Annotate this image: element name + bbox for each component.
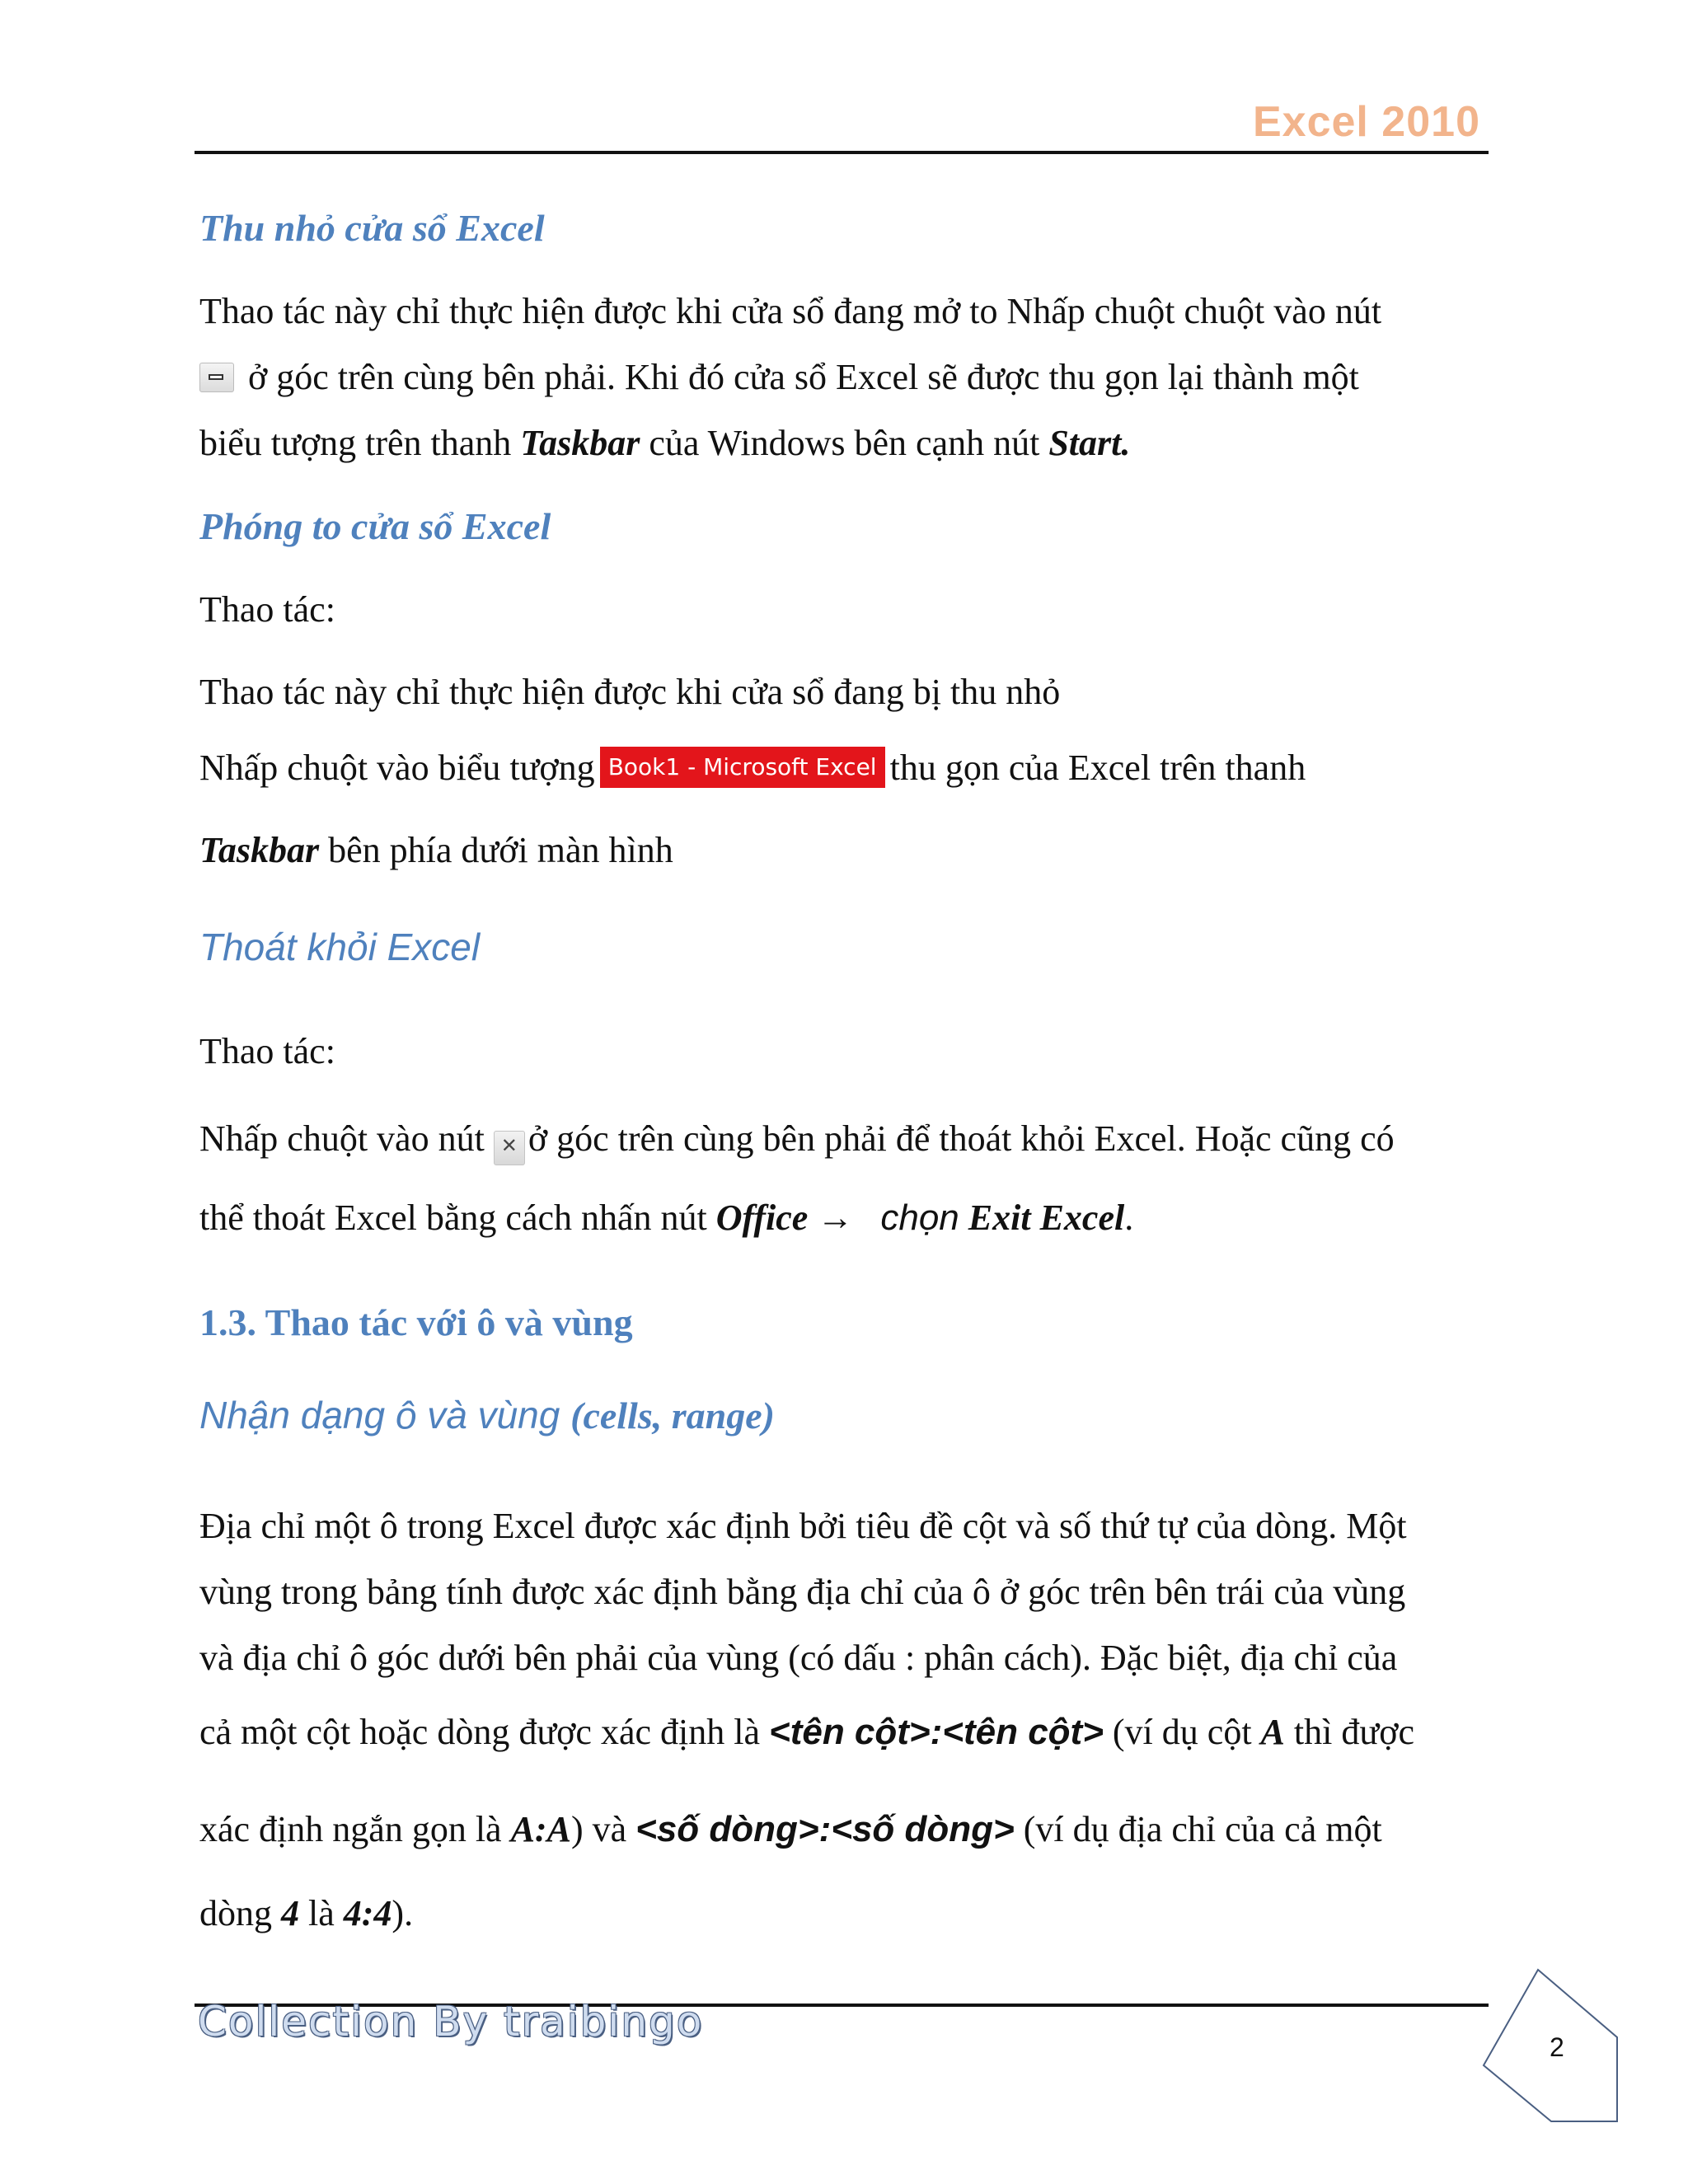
text-run: . xyxy=(1124,1197,1134,1238)
taskbar-term: Taskbar xyxy=(520,423,640,463)
exit-line-1: Thao tác: xyxy=(199,1031,335,1071)
minimize-line-2 xyxy=(199,356,1359,398)
office-term: Office xyxy=(715,1197,809,1238)
text-run: A xyxy=(1260,1712,1285,1752)
start-term: Start. xyxy=(1048,423,1131,463)
maximize-line-4 xyxy=(199,829,673,871)
text-run: 4:4 xyxy=(343,1893,392,1933)
page-number: 2 xyxy=(1550,2032,1564,2062)
text-run: ở góc trên cùng bên phải để thoát khỏi Excel. Hoặc cũng có xyxy=(528,1118,1395,1159)
text-run: thể thoát Excel bằng cách nhấn nút xyxy=(199,1197,716,1238)
text-run: chọn xyxy=(880,1197,959,1238)
text-run: 4 xyxy=(281,1893,299,1933)
text-run: biểu tượng trên thanh xyxy=(199,423,521,463)
text-run: bên phía dưới màn hình xyxy=(319,830,673,870)
maximize-line-3 xyxy=(199,747,1306,789)
minimize-line-1: Thao tác này chỉ thực hiện được khi cửa sổ đang mở to Nhấp chuột chuột vào nút xyxy=(199,291,1382,331)
header-rule xyxy=(195,151,1489,154)
text-run: thu gọn của Excel trên thanh xyxy=(889,748,1306,788)
text-run: (cells, range) xyxy=(570,1394,775,1436)
text-run: (ví dụ địa chỉ của cả một xyxy=(1014,1809,1382,1849)
text-run: A:A xyxy=(510,1809,571,1849)
text-run: là xyxy=(299,1893,344,1933)
text-run: (ví dụ cột xyxy=(1103,1712,1261,1752)
close-icon: ✕ xyxy=(494,1131,525,1165)
text-run: Nhấp chuột vào nút xyxy=(199,1118,485,1159)
heading-minimize: Thu nhỏ cửa sổ Excel xyxy=(199,207,545,249)
text-run: của Windows bên cạnh nút xyxy=(640,423,1049,463)
text-run: xác định ngắn gọn là xyxy=(199,1809,511,1849)
column-syntax: <tên cột>:<tên cột> xyxy=(769,1712,1104,1752)
maximize-line-1: Thao tác: xyxy=(199,589,335,630)
exit-line-3 xyxy=(199,1197,1133,1239)
arrow-icon: → xyxy=(808,1197,863,1238)
cells-line-3: và địa chỉ ô góc dưới bên phải của vùng (có dấu : phân cách). Đặc biệt, địa chỉ của xyxy=(199,1638,1398,1678)
minimize-line-3 xyxy=(199,422,1130,464)
maximize-line-2: Thao tác này chỉ thực hiện được khi cửa sổ đang bị thu nhỏ xyxy=(199,672,1061,712)
section-heading-cells: 1.3. Thao tác với ô và vùng xyxy=(199,1301,633,1343)
text-run: Nhấp chuột vào biểu tượng xyxy=(199,748,595,788)
footer-text: Collection By traibingo xyxy=(198,1998,704,2046)
cells-line-5 xyxy=(199,1808,1382,1850)
text-run: thì được xyxy=(1284,1712,1414,1752)
cells-line-4 xyxy=(199,1711,1414,1753)
heading-maximize: Phóng to cửa sổ Excel xyxy=(199,505,551,547)
text-run: dòng xyxy=(199,1893,281,1933)
minimize-icon xyxy=(199,363,234,392)
text-run: cả một cột hoặc dòng được xác định là xyxy=(199,1712,770,1752)
heading-exit: Thoát khỏi Excel xyxy=(199,926,481,968)
subheading-cells xyxy=(199,1393,775,1437)
text-run: ) và xyxy=(570,1809,636,1849)
exit-excel-term: Exit Excel xyxy=(959,1197,1125,1238)
taskbar-excel-button: Book1 - Microsoft Excel xyxy=(600,747,885,788)
cells-line-1: Địa chỉ một ô trong Excel được xác định bởi tiêu đề cột và số thứ tự của dòng. Một xyxy=(199,1506,1407,1546)
row-syntax: <số dòng>:<số dòng> xyxy=(635,1809,1015,1849)
cells-line-6 xyxy=(199,1892,413,1934)
header-title: Excel 2010 xyxy=(1252,98,1480,146)
text-run: Nhận dạng ô và vùng xyxy=(199,1394,571,1436)
cells-line-2: vùng trong bảng tính được xác định bằng địa chỉ của ô ở góc trên bên trái của vùng xyxy=(199,1572,1406,1612)
minimize-line-2-text: ở góc trên cùng bên phải. Khi đó cửa sổ Excel sẽ được thu gọn lại thành một xyxy=(248,357,1359,397)
text-run: ). xyxy=(392,1893,414,1933)
taskbar-term: Taskbar xyxy=(199,830,320,870)
exit-line-2 xyxy=(199,1118,1395,1165)
